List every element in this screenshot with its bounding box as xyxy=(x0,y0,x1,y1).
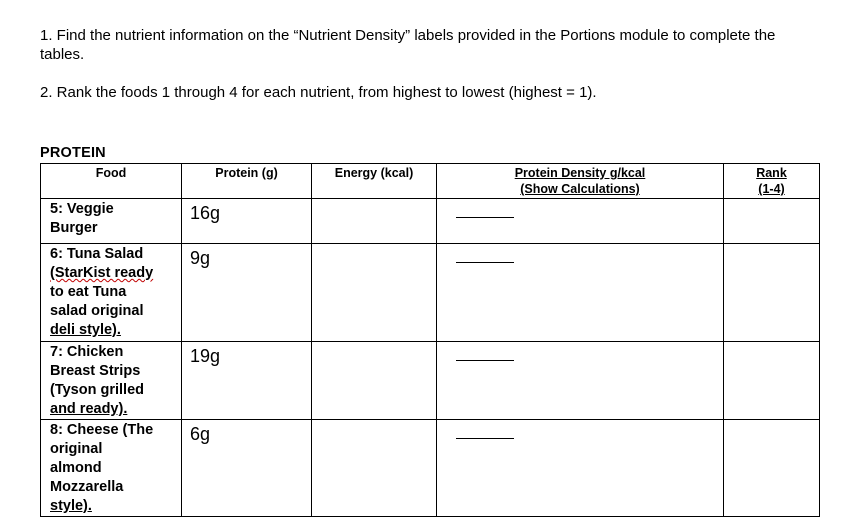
rank-input-cell[interactable] xyxy=(724,420,820,517)
header-rank-line1: Rank xyxy=(756,166,787,180)
rank-input-cell[interactable] xyxy=(724,244,820,342)
table-row xyxy=(41,199,820,244)
rank-input-cell[interactable] xyxy=(724,199,820,244)
protein-value: 6g xyxy=(182,420,312,517)
energy-input-cell[interactable] xyxy=(312,199,437,244)
food-line: to eat Tuna xyxy=(50,284,127,300)
header-protein: Protein (g) xyxy=(182,164,312,199)
food-cell xyxy=(41,342,182,420)
table-row xyxy=(41,342,820,420)
density-calc-cell[interactable] xyxy=(437,420,724,517)
protein-value: 19g xyxy=(182,342,312,420)
header-food: Food xyxy=(41,164,182,199)
answer-blank-line xyxy=(456,360,514,361)
header-density-line2: (Show Calculations) xyxy=(520,182,640,196)
food-line: original xyxy=(50,441,103,457)
answer-blank-line xyxy=(456,217,514,218)
answer-blank-line xyxy=(456,262,514,263)
food-line: Mozzarella xyxy=(50,479,124,495)
instruction-1: 1. Find the nutrient information on the “Nutrient Density” labels provided in the Portions module to complete the tables. xyxy=(40,27,776,63)
header-energy: Energy (kcal) xyxy=(312,164,437,199)
header-rank xyxy=(724,164,820,199)
food-line: (StarKist ready xyxy=(50,265,154,281)
protein-value: 16g xyxy=(182,199,312,244)
food-line: and ready). xyxy=(50,401,128,417)
food-line: 7: Chicken xyxy=(50,344,124,360)
food-line: 6: Tuna Salad xyxy=(50,246,144,262)
food-line: (Tyson grilled xyxy=(50,382,144,398)
protein-value: 9g xyxy=(182,244,312,342)
table-row xyxy=(41,244,820,342)
food-line: 5: Veggie xyxy=(50,201,114,217)
food-cell xyxy=(41,199,182,244)
instruction-2: 2. Rank the foods 1 through 4 for each nutrient, from highest to lowest (highest = 1). xyxy=(40,84,597,101)
energy-input-cell[interactable] xyxy=(312,420,437,517)
food-line: salad original xyxy=(50,303,144,319)
table-header-row xyxy=(41,164,820,199)
food-line: Burger xyxy=(50,220,98,236)
food-line: 8: Cheese (The xyxy=(50,422,154,438)
section-title: PROTEIN xyxy=(40,145,106,161)
food-line: deli style). xyxy=(50,322,121,338)
food-line: almond xyxy=(50,460,102,476)
rank-input-cell[interactable] xyxy=(724,342,820,420)
food-line: style). xyxy=(50,498,92,514)
answer-blank-line xyxy=(456,438,514,439)
food-cell xyxy=(41,244,182,342)
food-line: Breast Strips xyxy=(50,363,141,379)
energy-input-cell[interactable] xyxy=(312,342,437,420)
header-protein-density xyxy=(437,164,724,199)
energy-input-cell[interactable] xyxy=(312,244,437,342)
table-row xyxy=(41,420,820,517)
density-calc-cell[interactable] xyxy=(437,199,724,244)
food-cell xyxy=(41,420,182,517)
density-calc-cell[interactable] xyxy=(437,342,724,420)
density-calc-cell[interactable] xyxy=(437,244,724,342)
header-rank-line2: (1-4) xyxy=(758,182,785,196)
protein-table xyxy=(40,163,820,517)
header-density-line1: Protein Density g/kcal xyxy=(514,166,646,180)
